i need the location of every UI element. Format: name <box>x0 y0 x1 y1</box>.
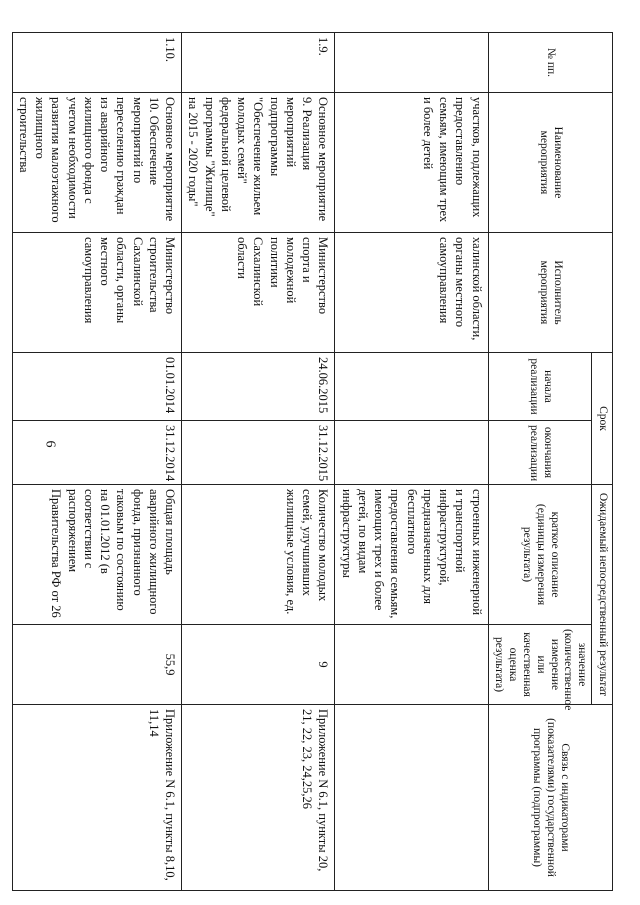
cell-num: 1.9. <box>182 33 335 93</box>
header-end: окончания реализации <box>488 421 592 485</box>
header-link: Связь с индикаторами (показателями) государственной программы (подпрограммы) <box>488 705 612 891</box>
cell-value <box>335 625 488 705</box>
cell-value: 55,9 <box>12 625 182 705</box>
page-number: 6 <box>42 440 58 448</box>
cell-name: Основное мероприятие 9. Реализация мероприятий подпрограммы "Обеспечение жильем молодых семей" федеральной целевой программы "Жилище" на 2015 - 2020 годы" <box>182 93 335 233</box>
measures-table <box>12 32 613 891</box>
table-row <box>182 33 335 891</box>
cell-num <box>335 33 488 93</box>
header-start: начала реализации <box>488 353 592 421</box>
cell-start <box>335 353 488 421</box>
cell-name: Основное мероприятие 10. Обеспечение мероприятий по переселению граждан из аварийного жилищного фонда с учетом необходимости развития малоэтажного жилищного строительства <box>12 93 182 233</box>
cell-link <box>335 705 488 891</box>
header-term: Срок <box>592 353 613 485</box>
cell-desc: Общая площадь аварийного жилищного фонда, признанного таковым по состоянию на 01.01.2012 (в соответствии с распоряжением Правительства РФ от 26 <box>12 485 182 625</box>
cell-end: 31.12.2015 <box>182 421 335 485</box>
cell-name: участков, подлежащих предоставлению семьям, имеющим трех и более детей <box>335 93 488 233</box>
cell-link: Приложение N 6.1, пункты 8,10, 11,14 <box>12 705 182 891</box>
cell-desc: строенных инженерной и транспортной инфраструктурой, предназначенных для бесплатного предоставления семьям, имеющих трех и более детей, по видам инфраструктуры <box>335 485 488 625</box>
cell-start: 01.01.2014 <box>12 353 182 421</box>
cell-end: 31.12.2014 <box>12 421 182 485</box>
cell-executor: Министерство строительства Сахалинской области, органы местного самоуправления <box>12 233 182 353</box>
header-value: значение (количественное измерение или качественная оценка результата) <box>488 625 592 705</box>
cell-executor: Министерство спорта и молодежной политики Сахалинской области <box>182 233 335 353</box>
header-executor: Исполнитель мероприятия <box>488 233 612 353</box>
header-result: Ожидаемый непосредственный результат <box>592 485 613 705</box>
cell-end <box>335 421 488 485</box>
table-row <box>335 33 488 891</box>
cell-executor: халинской области, органы местного самоуправления <box>335 233 488 353</box>
cell-num: 1.10. <box>12 33 182 93</box>
cell-value: 9 <box>182 625 335 705</box>
header-num: № пп. <box>488 33 612 93</box>
cell-start: 24.06.2015 <box>182 353 335 421</box>
table-stage <box>16 32 613 890</box>
cell-link: Приложение N 6.1, пункты 20, 21, 22, 23, 24,25,26 <box>182 705 335 891</box>
header-short-desc: краткое описание (единицы измерения результата) <box>488 485 592 625</box>
rotated-table-wrapper <box>16 32 613 890</box>
cell-desc: Количество молодых семей, улучшивших жилищные условия, ед. <box>182 485 335 625</box>
header-name: Наименование мероприятия <box>488 93 612 233</box>
table-row <box>12 33 182 891</box>
